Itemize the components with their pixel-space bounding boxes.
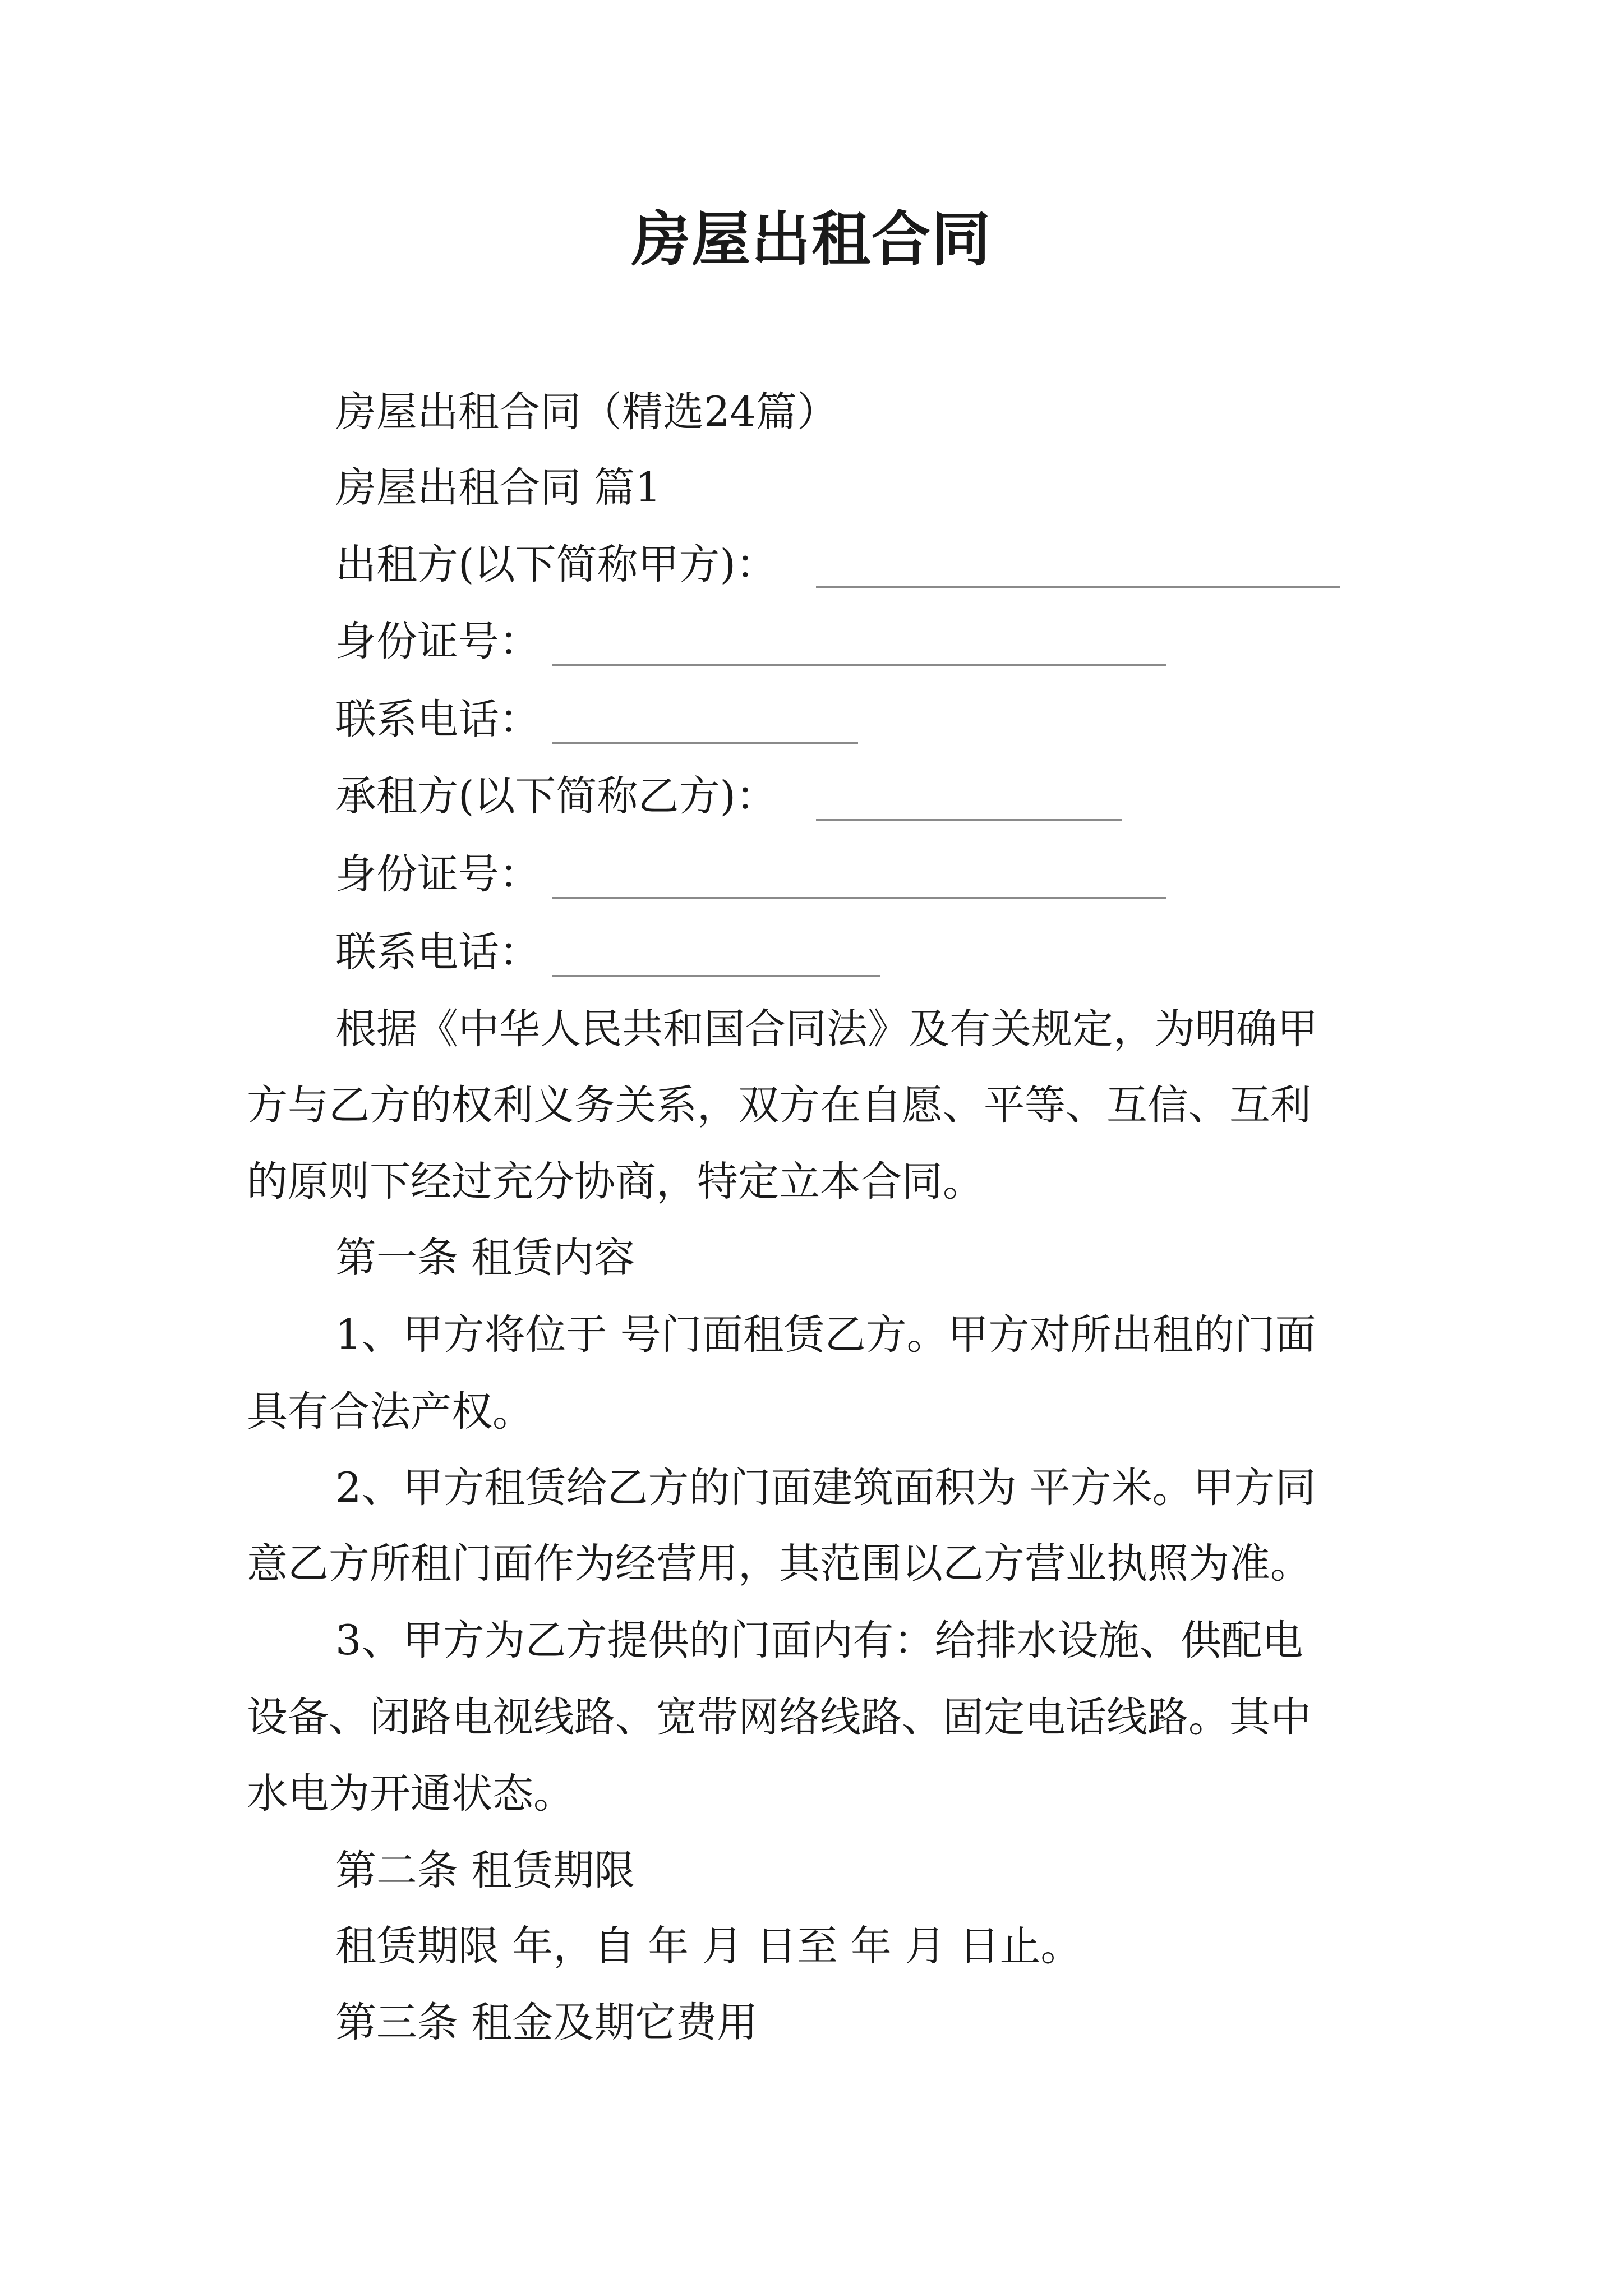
article-1-item-3-line: 设备、闭路电视线路、宽带网络线路、固定电话线路。其中 [247, 1694, 1311, 1741]
article-1-item-3-line: 3、甲方为乙方提供的门面内有：给排水设施、供配电 [335, 1617, 1303, 1664]
lessor-blank [816, 586, 1340, 588]
lessor-label: 出租方(以下简称甲方)： [335, 541, 777, 588]
chapter-heading: 房屋出租合同 篇1 [335, 464, 661, 512]
lessor-id-blank [552, 664, 1166, 666]
preamble-line: 方与乙方的权利义务关系，双方在自愿、平等、互信、互利 [247, 1082, 1311, 1129]
lessee-label: 承租方(以下简称乙方)： [335, 772, 777, 820]
lessee-id-blank [552, 897, 1166, 899]
article-1-item-1-line: 1、甲方将位于 号门面租赁乙方。甲方对所出租的门面 [335, 1311, 1316, 1359]
document-title: 房屋出租合同 [631, 205, 992, 274]
article-1-item-3-line: 水电为开通状态。 [247, 1770, 574, 1818]
lessee-id-label: 身份证号： [335, 850, 540, 898]
article-2-heading: 第二条 租赁期限 [335, 1847, 635, 1894]
article-2-text: 租赁期限 年，自 年 月 日至 年 月 日止。 [335, 1922, 1082, 1970]
article-3-heading: 第三条 租金及期它费用 [335, 1999, 758, 2046]
lessee-phone-blank [552, 975, 880, 977]
article-1-item-2-line: 意乙方所租门面作为经营用，其范围以乙方营业执照为准。 [247, 1540, 1311, 1588]
lessor-id-label: 身份证号： [335, 618, 540, 665]
preamble-line: 的原则下经过充分协商，特定立本合同。 [247, 1158, 984, 1205]
article-1-heading: 第一条 租赁内容 [335, 1234, 635, 1282]
document-subtitle: 房屋出租合同（精选24篇） [335, 388, 838, 436]
lessee-blank [816, 819, 1122, 821]
article-1-item-2-line: 2、甲方租赁给乙方的门面建筑面积为 平方米。甲方同 [335, 1464, 1316, 1512]
lessee-phone-label: 联系电话： [335, 928, 540, 976]
lessor-phone-label: 联系电话： [335, 696, 540, 743]
article-1-item-1-line: 具有合法产权。 [247, 1388, 533, 1435]
lessor-phone-blank [552, 742, 858, 744]
preamble-line: 根据《中华人民共和国合同法》及有关规定，为明确甲 [335, 1005, 1318, 1053]
